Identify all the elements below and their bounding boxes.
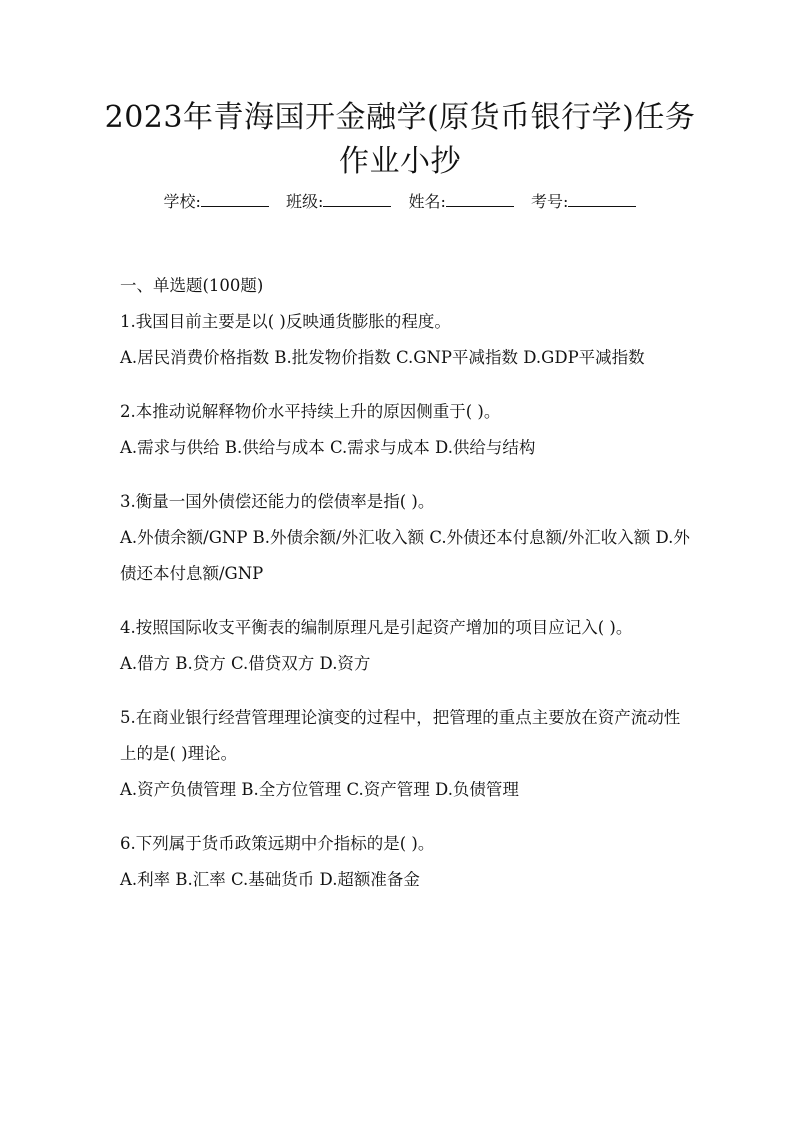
fill-blank (201, 192, 269, 207)
student-info-row (0, 190, 800, 214)
fill-blank (323, 192, 391, 207)
question-item (120, 394, 690, 466)
question-stem: 2.本推动说解释物价水平持续上升的原因侧重于( )。 (120, 402, 501, 421)
question-stem: 6.下列属于货币政策远期中介指标的是( )。 (120, 834, 435, 853)
question-options: A.资产负债管理 B.全方位管理 C.资产管理 D.负债管理 (120, 780, 519, 799)
info-label: 学校: (163, 192, 201, 211)
question-stem: 1.我国目前主要是以( )反映通货膨胀的程度。 (120, 312, 451, 331)
question-item (120, 700, 690, 808)
document-title: 2023年青海国开金融学(原货币银行学)任务作业小抄 (104, 100, 696, 179)
question-options: A.利率 B.汇率 C.基础货币 D.超额准备金 (120, 870, 420, 889)
question-item (120, 484, 690, 592)
question-item (120, 826, 690, 898)
fill-blank (446, 192, 514, 207)
info-field-exam-number (531, 190, 636, 214)
fill-blank (568, 192, 636, 207)
info-label: 班级: (286, 192, 324, 211)
info-field-school (164, 190, 269, 214)
question-item (120, 610, 690, 682)
question-item (120, 304, 690, 376)
section-heading: 一、单选题(100题) (120, 276, 264, 295)
info-field-class (286, 190, 391, 214)
question-options: A.外债余额/GNP B.外债余额/外汇收入额 C.外债还本付息额/外汇收入额 D.外债还本付息额/GNP (120, 528, 690, 583)
question-content (120, 268, 690, 898)
info-label: 姓名: (408, 192, 446, 211)
question-options: A.借方 B.贷方 C.借贷双方 D.资方 (120, 654, 371, 673)
info-label: 考号: (531, 192, 569, 211)
question-options: A.居民消费价格指数 B.批发物价指数 C.GNP平减指数 D.GDP平减指数 (120, 348, 645, 367)
question-stem: 4.按照国际收支平衡表的编制原理凡是引起资产增加的项目应记入( )。 (120, 618, 633, 637)
question-stem: 3.衡量一国外债偿还能力的偿债率是指( )。 (120, 492, 435, 511)
question-options: A.需求与供给 B.供给与成本 C.需求与成本 D.供给与结构 (120, 438, 536, 457)
question-stem: 5.在商业银行经营管理理论演变的过程中，把管理的重点主要放在资产流动性上的是( )理论。 (120, 708, 681, 763)
info-field-name (409, 190, 514, 214)
